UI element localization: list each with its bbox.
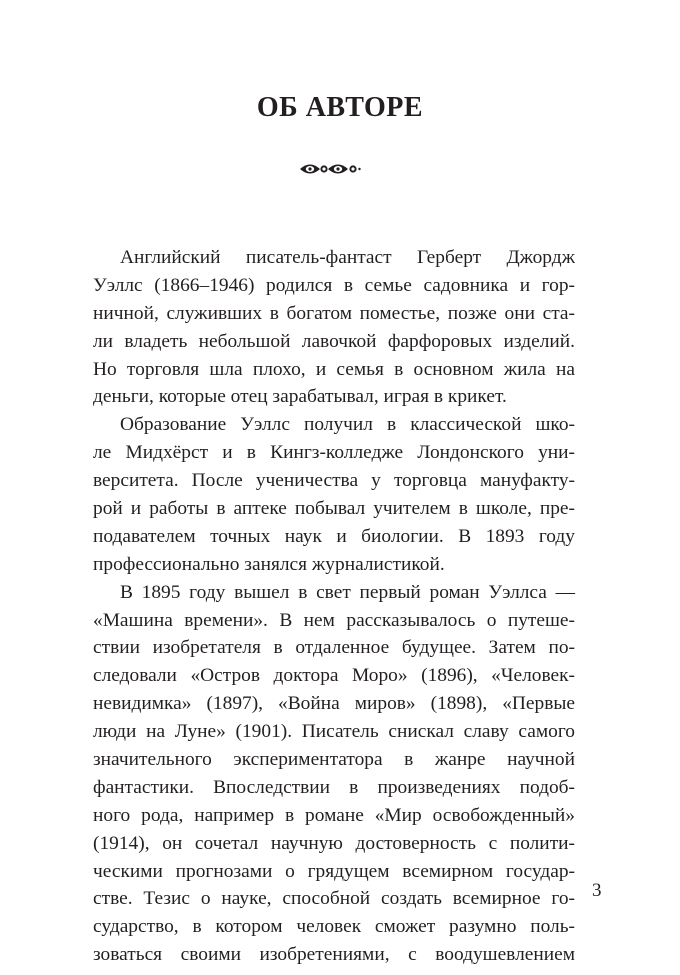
page-title: ОБ АВТОРЕ — [256, 92, 424, 123]
body-line: «Машина времени». В нем рассказывалось о путеше- — [93, 609, 575, 631]
body-line: люди на Луне» (1901). Писатель снискал славу самого — [93, 721, 575, 743]
body-line: ствии изобретателя в отдаленное будущее. Затем по- — [93, 637, 575, 659]
body-line: В 1895 году вышел в свет первый роман Уэллса — — [120, 581, 575, 603]
body-line: ли владеть небольшой лавочкой фарфоровых изделий. — [93, 330, 575, 352]
page-number: 3 — [592, 880, 602, 901]
body-line: сударство, в котором человек сможет разумно поль- — [93, 916, 575, 938]
body-line: ного рода, например в романе «Мир освобожденный» — [93, 804, 575, 826]
body-line: Уэллс (1866–1946) родился в семье садовника и гор- — [93, 274, 575, 296]
body-line: верситета. После ученичества у торговца мануфакту- — [93, 470, 575, 492]
body-line: Но торговля шла плохо, и семья в основном жила на — [93, 358, 575, 380]
body-line: невидимка» (1897), «Война миров» (1898), «Первые — [93, 693, 575, 715]
body-text — [93, 244, 575, 969]
body-line: ничной, служивших в богатом поместье, позже они ста- — [93, 302, 575, 324]
body-line: деньги, которые отец зарабатывал, играя в крикет. — [93, 386, 507, 408]
body-line: (1914), он сочетал научную достоверность с полити- — [93, 832, 575, 854]
body-line: подавателем точных наук и биологии. В 1893 году — [93, 525, 575, 547]
body-line: рой и работы в аптеке побывал учителем в школе, пре- — [93, 498, 575, 520]
body-line: зоваться своими изобретениями, с воодушевлением — [93, 944, 575, 966]
body-line: значительного экспериментатора в жанре научной — [93, 749, 575, 771]
body-line: ле Мидхёрст и в Кингз-колледже Лондонского уни- — [93, 442, 575, 464]
body-line: Английский писатель-фантаст Герберт Джордж — [120, 247, 575, 268]
body-line: следовали «Остров доктора Моро» (1896), «Человек- — [93, 665, 575, 687]
decorative-ornament-icon — [298, 158, 366, 180]
body-line: Образование Уэллс получил в классической шко- — [120, 414, 575, 436]
body-line: профессионально занялся журналистикой. — [93, 553, 445, 575]
body-line: стве. Тезис о науке, способной создать всемирное го- — [93, 888, 575, 910]
body-line: ческими прогнозами о грядущем всемирном государ- — [93, 860, 575, 882]
body-line: фантастики. Впоследствии в произведениях подоб- — [93, 776, 575, 798]
